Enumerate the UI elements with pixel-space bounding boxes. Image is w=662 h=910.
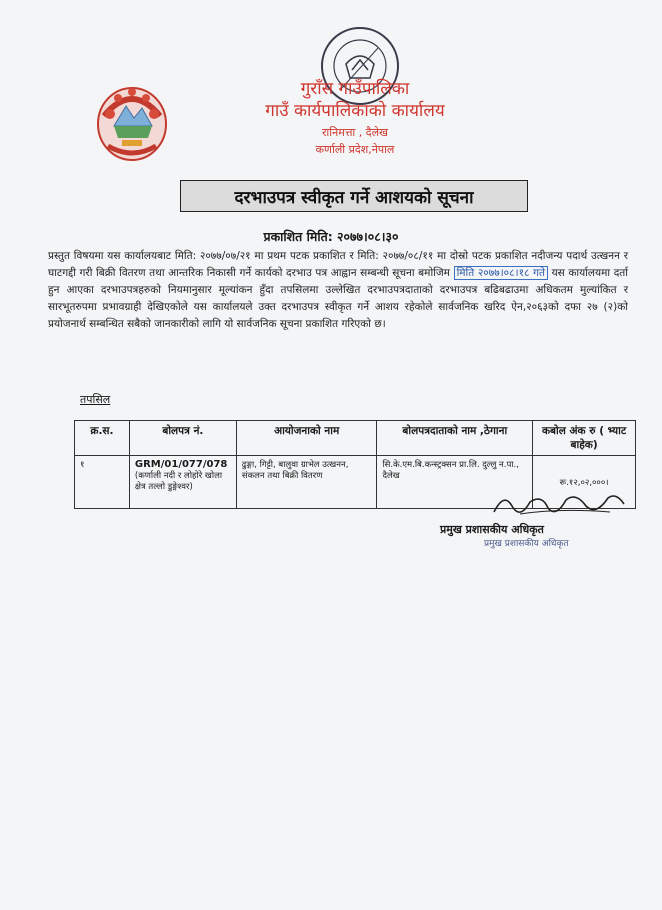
signatory-stamp: प्रमुख प्रशासकीय अधिकृत <box>484 539 569 549</box>
highlighted-date: मिति २०७७।०८।१८ गते <box>454 266 548 280</box>
header-bid-number: बोलपत्र नं. <box>129 421 236 456</box>
cell-bidder: सि.के.एम.बि.कन्स्ट्रक्सन प्रा.लि. दुल्लु न.पा., दैलेख <box>377 456 533 509</box>
bid-location-note: (कर्णाली नदी र लोहोरे खोला क्षेत्र तल्लो डुङ्गेश्वर) <box>134 471 223 492</box>
table-header-row <box>75 421 636 456</box>
office-header <box>225 78 485 158</box>
handwritten-signature-icon <box>490 488 630 522</box>
notice-body-part-b: यस कार्यालयमा दर्ता हुन आएका दरभाउपत्रहरुको नियमानुसार मूल्यांकन हुँदा तपसिलमा उल्लेखित दरभाउपत्रदाताको दरभाउपत्र बढिबढाउमा अधिकतम मुल्यांकित र सारभूतरुपमा प्रभावग्राही देखिएकोले यस कार्यालयले उक्त दरभाउपत्र स्वीकृत गर्ने आशय रहेकोले सार्वजनिक खरिद ऐन,२०६३को दफा २७ (२)को प्रयोजनार्थ सम्बन्धित सबैको जानकारीको लागि यो सार्वजनिक सूचना प्रकाशित गरिएको छ। <box>48 267 629 330</box>
published-date: प्रकाशित मिति: २०७७।०८।३० <box>263 229 399 244</box>
cell-serial: १ <box>75 456 130 509</box>
office-name: गाउँ कार्यपालिकाको कार्यालय <box>265 101 445 121</box>
office-province: कर्णाली प्रदेश,नेपाल <box>315 143 395 156</box>
cell-project: ढुङ्गा, गिट्टी, बालुवा ग्राभेल उत्खनन, संकलन तथा बिक्री वितरण <box>236 456 377 509</box>
municipality-name: गुराँस गाउँपालिका <box>300 79 410 99</box>
bid-code: GRM/01/077/078 <box>134 459 228 470</box>
header-bidder: बोलपत्रदाताको नाम ,ठेगाना <box>377 421 533 456</box>
notice-body <box>48 248 628 333</box>
header-serial: क्र.स. <box>75 421 130 456</box>
cell-bid-number <box>129 456 236 509</box>
cell-amount: रू.१२,०२,०००। <box>533 456 636 509</box>
signature-block <box>440 488 640 548</box>
nepal-emblem-icon <box>92 76 172 168</box>
notice-body-part-a: प्रस्तुत विषयमा यस कार्यालयबाट मिति: २०७७/०७/२१ मा प्रथम पटक प्रकाशित र मिति: २०७७/०८/११ मा दोस्रो पटक प्रकाशित नदीजन्य पदार्थ उत्खनन र घाटगद्दी गरी बिक्री वितरण तथा आन्तरिक निकासी गर्ने कार्यको दरभाउ पत्र आह्वान सम्बन्धी सूचना बमोजिम <box>48 250 628 279</box>
header-project-name: आयोजनाको नाम <box>236 421 377 456</box>
notice-title: दरभाउपत्र स्वीकृत गर्ने आशयको सूचना <box>180 180 528 212</box>
signatory-title: प्रमुख प्रशासकीय अधिकृत <box>440 523 544 536</box>
office-location: रानिमत्ता , दैलेख <box>321 126 389 139</box>
details-label: तपसिल <box>80 393 111 406</box>
header-amount: कबोल अंक रु ( भ्याट बाहेक) <box>533 421 636 456</box>
